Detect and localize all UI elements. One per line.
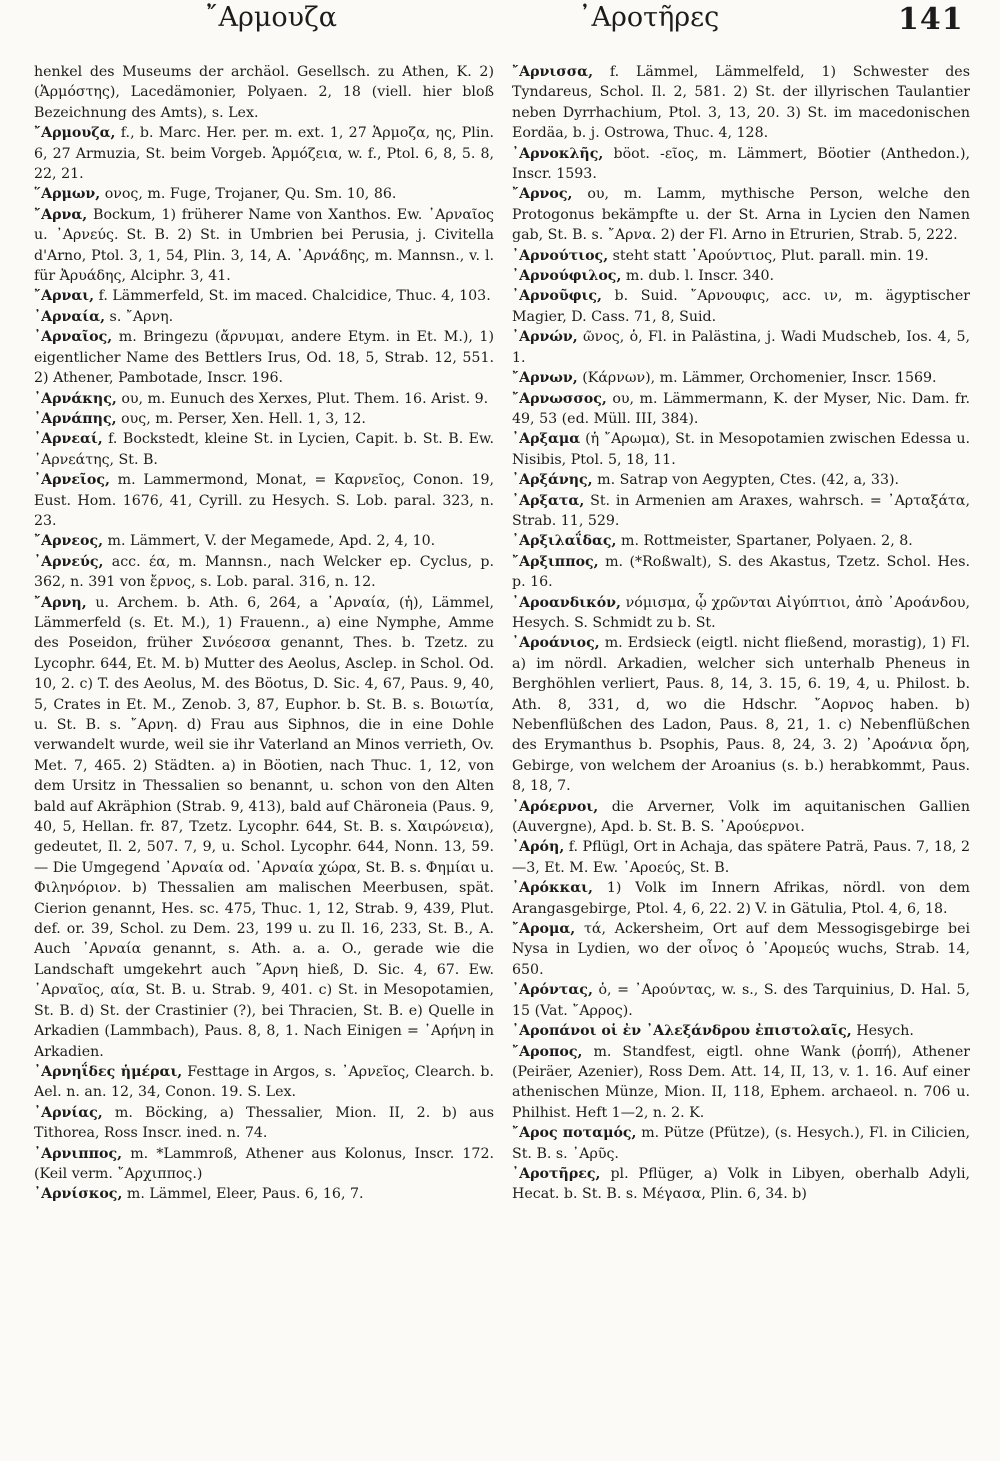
dictionary-entry xyxy=(512,286,970,327)
dictionary-entry xyxy=(34,552,494,593)
dictionary-entry xyxy=(34,184,494,204)
entry-headword: ᾽Αροπάνοι οἱ ἐν ᾽Αλεξάνδρου ἐπιστολαῖς, xyxy=(512,1023,852,1040)
right-column xyxy=(512,62,970,1457)
dictionary-entry xyxy=(34,593,494,1062)
entry-text: νόμισμα, ᾧ χρῶνται Αἰγύπτιοι, ἀπὸ ᾽Αροάνδου, Hesych. S. Schmidt zu b. St. xyxy=(512,594,970,631)
dictionary-entry xyxy=(512,144,970,185)
dictionary-entry xyxy=(512,593,970,634)
entry-headword: ᾽Αρόερνοι, xyxy=(512,798,599,815)
entry-text: ου, m. Lämmermann, K. der Myser, Nic. Dam. fr. 49, 53 (ed. Müll. III, 384). xyxy=(512,390,970,427)
running-head-left: ῎Αρμουζα xyxy=(205,2,337,33)
dictionary-entry xyxy=(34,205,494,287)
dictionary-entry xyxy=(512,62,970,144)
entry-headword: ᾽Αρνεαί, xyxy=(34,431,103,448)
entry-headword: ῎Αρνος, xyxy=(512,186,573,203)
entry-headword: ῎Αρμουζα, xyxy=(34,125,116,142)
entry-text: ονος, m. Fuge, Trojaner, Qu. Sm. 10, 86. xyxy=(100,186,397,203)
entry-text: f. Lämmerfeld, St. im maced. Chalcidice, Thuc. 4, 103. xyxy=(94,288,491,305)
entry-text: m. dub. l. Inscr. 340. xyxy=(621,268,775,285)
entry-headword: ᾽Αροάνιος, xyxy=(512,635,600,652)
entry-headword: ᾽Αρξατα, xyxy=(512,492,585,509)
entry-text: m. Pütze (Pfütze), (s. Hesych.), Fl. in Cilicien, St. B. s. ᾽Αρῦς. xyxy=(512,1125,970,1162)
dictionary-entry xyxy=(34,1144,494,1185)
dictionary-entry xyxy=(512,1042,970,1124)
entry-text: ου, m. Lamm, mythische Person, welche den Protogonus bekämpfte u. der St. Arna in Lycien den Namen gab, St. B. s. ῎Αρνα. 2) der Fl. Arno in Etrurien, Strab. 5, 222. xyxy=(512,186,970,244)
entry-text: f. Lämmel, Lämmelfeld, 1) Schwester des Tyndareus, Schol. Il. 2, 581. 2) St. der illyrischen Taulantier neben Dyrrhachium, Ptol. 3, 13, 20. 3) St. im macedonischen Eordäa, b. j. Ostrowa, Thuc. 4, 128. xyxy=(512,64,970,142)
entry-headword: ῎Αρος ποταμός, xyxy=(512,1125,637,1142)
entry-text: m. Lämmel, Eleer, Paus. 6, 16, 7. xyxy=(122,1186,364,1203)
dictionary-entry xyxy=(512,552,970,593)
entry-text: m. Satrap von Aegypten, Ctes. (42, a, 33). xyxy=(592,472,900,489)
entry-text: böot. -εῖος, m. Lämmert, Böotier (Anthedon.), Inscr. 1593. xyxy=(512,145,970,183)
entry-headword: ᾽Αρναῖος, xyxy=(34,329,113,346)
entry-headword: ᾽Αρνάπης, xyxy=(34,410,117,427)
entry-headword: ᾽Αροανδικόν, xyxy=(512,594,621,611)
entry-headword: ῎Αρνων, xyxy=(512,370,578,387)
entry-text: s. ῎Αρνη. xyxy=(105,308,174,325)
dictionary-entry xyxy=(512,266,970,286)
entry-headword: ᾽Αρξάνης, xyxy=(512,472,593,489)
entry-headword: ᾽Αρξαμα xyxy=(512,431,581,448)
entry-headword: ᾽Αρόκκαι, xyxy=(512,880,593,897)
entry-headword: ᾽Αροτῆρες, xyxy=(512,1165,601,1182)
dictionary-entry xyxy=(34,531,494,551)
entry-text: m. Bringezu (ἄρνυμαι, andere Etym. in Et. M.), 1) eigentlicher Name des Bettlers Irus, Od. 18, 5, Strab. 12, 551. 2) Athener, Pambotade, Inscr. 196. xyxy=(34,329,494,387)
entry-text: ους, m. Perser, Xen. Hell. 1, 3, 12. xyxy=(116,410,366,427)
entry-text: f., b. Marc. Her. per. m. ext. 1, 27 Ἁρμοζα, ης, Plin. 6, 27 Armuzia, St. beim Vorgeb. Ἁρμόζεια, w. f., Ptol. 6, 8, 5. 8, 22, 21. xyxy=(34,125,494,183)
entry-headword: ᾽Αρνούτιος, xyxy=(512,247,609,264)
entry-text: m. *Lammroß, Athener aus Kolonus, Inscr. 172. (Keil verm. ῎Αρχιππος.) xyxy=(34,1145,494,1182)
entry-headword: ᾽Αρόη, xyxy=(512,839,565,856)
dictionary-entry xyxy=(512,389,970,430)
dictionary-entry xyxy=(512,184,970,245)
entry-headword: ᾽Αρνεῖος, xyxy=(34,472,110,489)
entry-text: ου, m. Eunuch des Xerxes, Plut. Them. 16. Arist. 9. xyxy=(116,390,489,407)
dictionary-entry xyxy=(512,327,970,368)
dictionary-entry xyxy=(34,409,494,429)
dictionary-entry xyxy=(512,470,970,490)
entry-text: die Arverner, Volk im aquitanischen Gallien (Auvergne), Apd. b. St. B. S. ᾽Αρούερνοι. xyxy=(512,798,970,836)
entry-text: Hesych. xyxy=(851,1023,914,1040)
entry-headword: ᾽Αρνηΐδες ἡμέραι, xyxy=(34,1063,183,1080)
dictionary-entry xyxy=(34,307,494,327)
dictionary-entry xyxy=(512,980,970,1021)
entry-text: τά, Ackersheim, Ort auf dem Messogisgebirge bei Nysa in Lydien, wo der οἶνος ὁ ᾽Αρομεύς wuchs, Strab. 14, 650. xyxy=(512,921,970,978)
entry-headword: ᾽Αρνοῦφις, xyxy=(512,288,602,305)
entry-headword: ᾽Αρνούφιλος, xyxy=(512,268,622,285)
entry-text: (Κάρνων), m. Lämmer, Orchomenier, Inscr. 1569. xyxy=(577,370,937,387)
dictionary-entry xyxy=(512,429,970,470)
dictionary-entry xyxy=(512,837,970,878)
dictionary-entry xyxy=(34,286,494,306)
entry-text: m. Böcking, a) Thessalier, Mion. II, 2. b) aus Tithorea, Ross Inscr. ined. n. 74. xyxy=(34,1104,494,1142)
dictionary-entry xyxy=(512,531,970,551)
entry-headword: ῎Αρνη, xyxy=(34,594,87,611)
entry-text: Bockum, 1) früherer Name von Xanthos. Ew. ᾽Αρναῖος u. ᾽Αρνεύς. St. B. 2) St. in Umbrien bei Perusia, j. Civitella d'Arno, Ptol. 3, 1, 54, Plin. 3, 14, A. ᾽Αρνάδης, m. Mannsn., v. l. für Ἀρυάδης, Alciphr. 3, 41. xyxy=(34,206,494,285)
entry-text: (ἡ ῎Αρωμα), St. in Mesopotamien zwischen Edessa u. Nisibis, Ptol. 5, 18, 11. xyxy=(512,431,970,468)
dictionary-entry xyxy=(512,878,970,919)
dictionary-entry xyxy=(512,797,970,838)
entry-headword: ᾽Αρνιππος, xyxy=(34,1145,123,1162)
dictionary-entry xyxy=(34,327,494,388)
entry-headword: ᾽Αρνεύς, xyxy=(34,553,104,570)
entry-headword: ᾽Αρνοκλῆς, xyxy=(512,145,604,162)
entry-text: m. Erdsieck (eigtl. nicht fließend, morastig), 1) Fl. a) im nördl. Arkadien, welcher sich unterhalb Pheneus in Berghöhlen verliert, Paus. 8, 14, 3. 15, 6. 19, 4, u. Philost. b. Ath. 8, 331, d, wo die Hdschr. ῎Αορνος haben. b) Nebenflüßchen des Ladon, Paus. 8, 21, 1. c) Nebenflüßchen des Erymanthus b. Psophis, Paus. 8, 24, 3. 2) ᾽Αροάνια ὄρη, Gebirge, von welchem der Aroanius (s. b.) herabkommt, Paus. 8, 18, 7. xyxy=(512,635,970,795)
entry-headword: ῞Αρμων, xyxy=(34,186,101,203)
entry-text: steht statt ᾽Αρούντιος, Plut. parall. min. 19. xyxy=(608,247,929,264)
entry-text: m. Rottmeister, Spartaner, Polyaen. 2, 8. xyxy=(616,533,913,550)
entry-text: m. Lammermond, Monat, = Καρνεῖος, Conon. 19, Eust. Hom. 1676, 41, Cyrill. zu Hesych. S. Lob. paral. 323, n. 23. xyxy=(34,472,494,529)
entry-headword: ῎Αρξιππος, xyxy=(512,553,599,570)
entry-text: 1) Volk im Innern Afrikas, nördl. von dem Arangasgebirge, Ptol. 4, 6, 22. 2) V. in Gätulia, Ptol. 4, 6, 18. xyxy=(512,880,970,917)
entry-text: pl. Pflüger, a) Volk in Libyen, oberhalb Adyli, Hecat. b. St. B. s. Μέγασα, Plin. 6, 34. b) xyxy=(512,1165,970,1203)
entry-headword: ᾽Αρνάκης, xyxy=(34,390,117,407)
dictionary-entry xyxy=(512,491,970,532)
dictionary-entry xyxy=(34,1184,494,1204)
entry-text: ῶνος, ὁ, Fl. in Palästina, j. Wadi Mudscheb, Ios. 4, 5, 1. xyxy=(512,329,970,366)
dictionary-entry xyxy=(34,1062,494,1103)
entry-text: m. Standfest, eigtl. ohne Wank (ῥοπή), Athener (Peiräer, Azenier), Ross Dem. Att. 14, II, 13, v. 1. 16. Auf einer athenischen Münze, Mion. II, 118, Ephem. archaeol. n. 706 u. Philhist. Heft 1—2, n. 2. K. xyxy=(512,1043,970,1121)
entry-text: f. Pflügl, Ort in Achaja, das spätere Paträ, Paus. 7, 18, 2—3, Et. M. Ew. ᾽Αροεύς, St. B. xyxy=(512,839,970,876)
entry-headword: ᾽Αρόντας, xyxy=(512,982,593,999)
entry-headword: ῎Αροπος, xyxy=(512,1043,583,1060)
dictionary-entry xyxy=(512,919,970,980)
dictionary-entry xyxy=(512,1123,970,1164)
entry-headword: ῎Αρνωσσος, xyxy=(512,390,607,407)
dictionary-entry xyxy=(34,470,494,531)
entry-text: u. Archem. b. Ath. 6, 264, a ᾽Αρναία, (ἡ), Lämmel, Lämmerfeld (s. Et. M.), 1) Frauenn., a) eine Nymphe, Amme des Poseidon, früher Σινόεσσα genannt, Thes. b. Tzetz. zu Lycophr. 644, Et. M. b) Mutter des Aeolus, Asclep. in Schol. Od. 10, 2. c) T. des Aeolus, M. des Böotus, D. Sic. 4, 67, Paus. 9, 40, 5, Crates in Et. M., Zenob. 3, 87, Euphor. b. St. B. s. Βοιωτία, u. St. B. s. ῎Αρνη. d) Frau aus Siphnos, die in eine Dohle verwandelt wurde, weil sie ihr Vaterland an Minos verrieth, Ov. Met. 7, 465. 2) Städten. a) in Böotien, nach Thuc. 1, 12, von dem Ursitz in Thessalien so benannt, u. schon von den Alten bald auf Akräphion (Strab. 9, 413), bald auf Chäroneia (Paus. 9, 40, 5, Hellan. fr. 87, Tzetz. Lycophr. 644, St. B. s. Χαιρώνεια), gedeutet, Il. 2, 507. 7, 9, u. Schol. Lycophr. 644, Nonn. 13, 59. — Die Umgegend ᾽Αρναία od. ᾽Αρναία χώρα, St. B. s. Φημίαι u. Φιληνόριον. b) Thessalien am malischen Meerbusen, spät. Cierion genannt, Hes. sc. 475, Thuc. 1, 12, Strab. 9, 439, Plut. def. or. 39, Schol. zu Dem. 23, 199 u. zu Il. 16, 233, St. B., A. Auch ᾽Αρναία genannt, s. Ath. a. a. O., gerade wie die Landschaft umgekehrt auch ῎Αρνη hieß, D. Sic. 4, 67. Ew. ᾽Αρναῖος, αία, St. B. u. Strab. 9, 401. c) St. in Mesopotamien, St. B. d) St. der Crastinier (?), bei Thracien, St. B. e) Quelle in Arkadien (Lammbach), Paus. 8, 8, 1. Nach Einigen = ᾽Αρήνη in Arkadien. xyxy=(34,594,494,1060)
dictionary-entry xyxy=(34,1103,494,1144)
entry-text: b. Suid. ῎Αρνουφις, acc. ιν, m. ägyptischer Magier, D. Cass. 71, 8, Suid. xyxy=(512,288,970,325)
entry-text: f. Bockstedt, kleine St. in Lycien, Capit. b. St. B. Ew. ᾽Αρνεάτης, St. B. xyxy=(34,431,494,468)
left-column xyxy=(34,62,494,1457)
entry-text: henkel des Museums der archäol. Gesellsch. zu Athen, K. 2) (Ἁρμόστης), Lacedämonier, Polyaen. 2, 18 (viell. hier bloß Bezeichnung des Amts), s. Lex. xyxy=(34,64,494,121)
page-number: 141 xyxy=(898,2,964,37)
entry-text: ὁ, = ᾽Αρούντας, w. s., S. des Tarquinius, D. Hal. 5, 15 (Vat. ῎Αρρος). xyxy=(512,982,970,1019)
entry-headword: ᾽Αρναία, xyxy=(34,308,106,325)
entry-text: m. Lämmert, V. der Megamede, Apd. 2, 4, 10. xyxy=(103,533,436,550)
dictionary-entry xyxy=(34,62,494,123)
dictionary-entry xyxy=(34,123,494,184)
entry-headword: ᾽Αρνίας, xyxy=(34,1104,103,1121)
entry-text: Festtage in Argos, s. ᾽Αρνεῖος, Clearch. b. Ael. n. an. 12, 34, Conon. 19. S. Lex. xyxy=(34,1063,494,1101)
dictionary-entry xyxy=(512,246,970,266)
dictionary-entry xyxy=(34,429,494,470)
entry-headword: ῎Αρνα, xyxy=(34,206,88,223)
entry-headword: ῎Αρνισσα, xyxy=(512,64,594,80)
dictionary-entry xyxy=(512,633,970,796)
dictionary-entry xyxy=(512,368,970,388)
entry-headword: ᾽Αρξιλαΐδας, xyxy=(512,533,617,550)
entry-headword: ῎Αρναι, xyxy=(34,288,95,305)
entry-text: m. (*Roßwalt), S. des Akastus, Tzetz. Schol. Hes. p. 16. xyxy=(512,553,970,591)
dictionary-entry xyxy=(512,1164,970,1205)
dictionary-entry xyxy=(512,1021,970,1041)
entry-headword: ῎Αρνεος, xyxy=(34,533,104,550)
entry-headword: ᾽Αρνών, xyxy=(512,329,578,346)
entry-text: acc. έα, m. Mannsn., nach Welcker ep. Cyclus, p. 362, n. 391 von ἔρνος, s. Lob. paral. 316, n. 12. xyxy=(34,553,494,591)
running-head-right: ᾽Αροτῆρες xyxy=(578,2,720,33)
dictionary-entry xyxy=(34,389,494,409)
entry-headword: ᾽Αρνίσκος, xyxy=(34,1186,123,1203)
entry-headword: ῎Αρομα, xyxy=(512,921,576,938)
entry-text: St. in Armenien am Araxes, wahrsch. = ᾽Αρταξάτα, Strab. 11, 529. xyxy=(512,492,970,529)
